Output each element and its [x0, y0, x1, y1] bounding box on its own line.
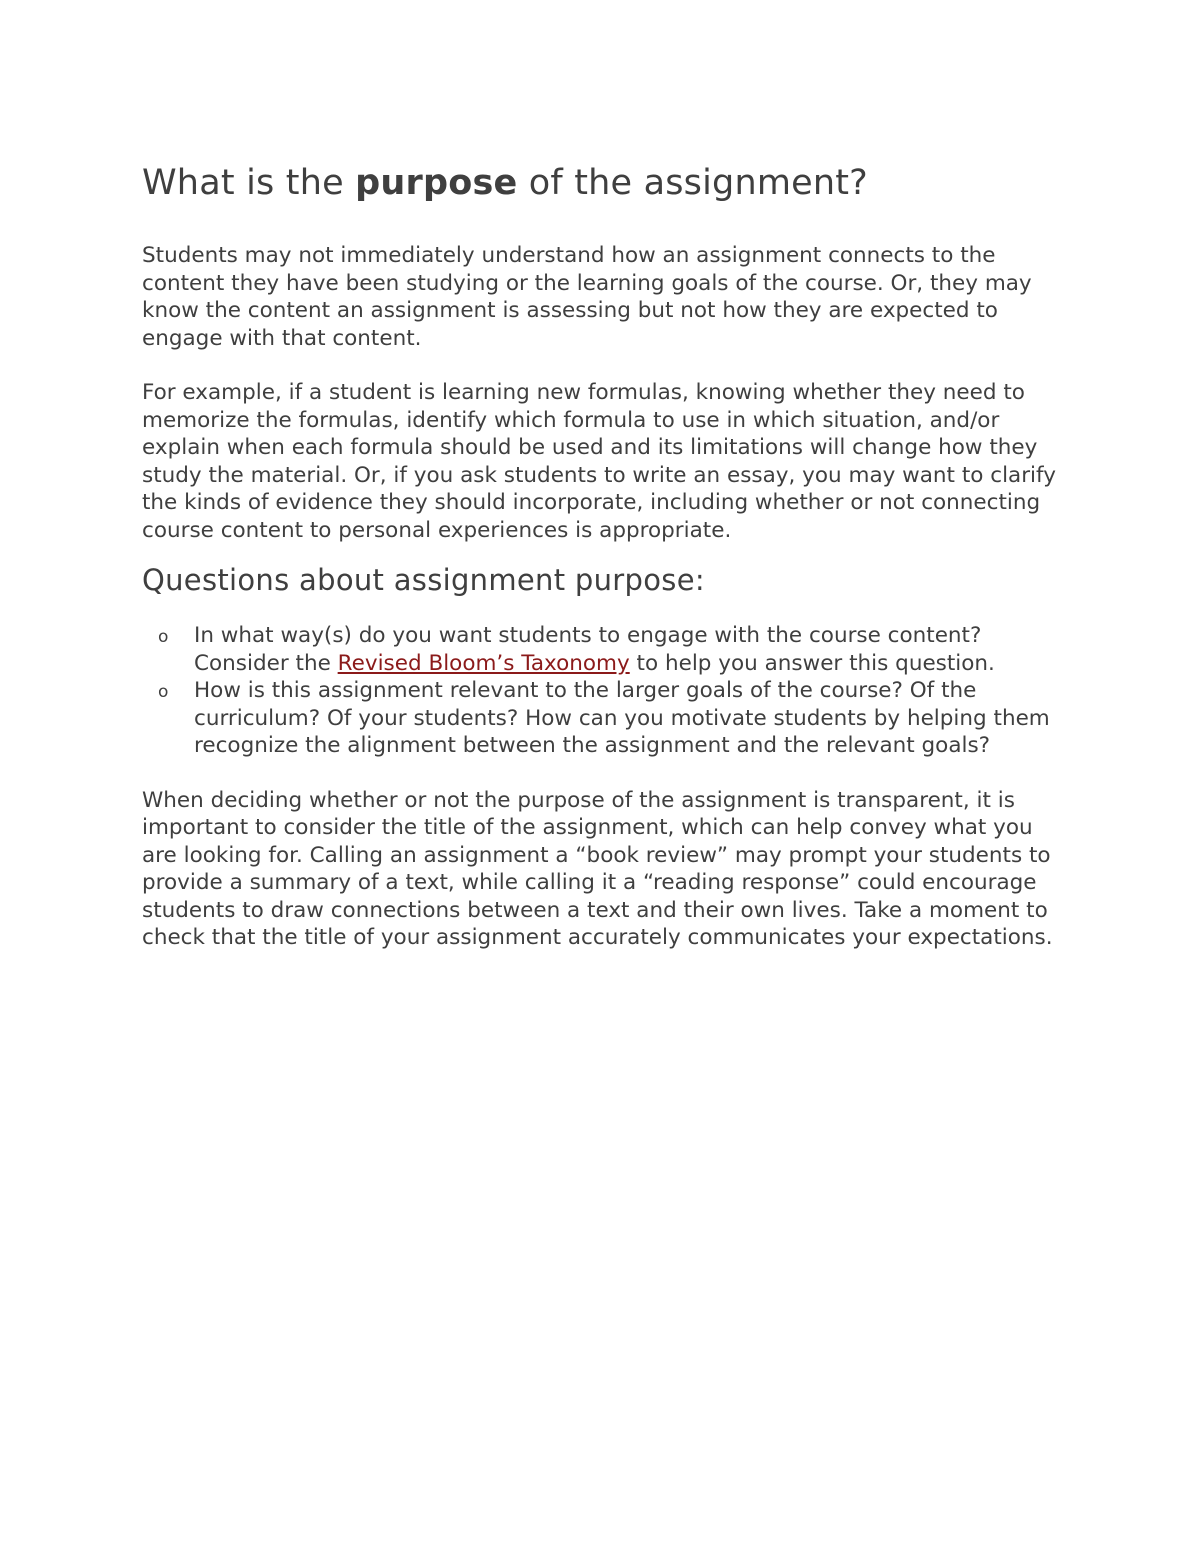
title-text-start: What is the: [142, 163, 356, 203]
list-item: [142, 677, 1062, 760]
question-1-text-start: In what way(s) do you want students to engage with the course content? Consider the: [194, 623, 982, 676]
question-2-text: How is this assignment relevant to the larger goals of the course? Of the curriculum? Of your students? How can you motivate students by helping them recognize the alignment between the assignment and the relevant goals?: [194, 678, 1050, 758]
list-item: [142, 622, 1062, 677]
bullet-icon: o: [158, 627, 169, 647]
page-title: [142, 160, 1062, 206]
example-paragraph: For example, if a student is learning new formulas, knowing whether they need to memorize the formulas, identify which formula to use in which situation, and/or explain when each formula should be used and its limitations will change how they study the material. Or, if you ask students to write an essay, you may want to clarify the kinds of evidence they should incorporate, including whether or not connecting course content to personal experiences is appropriate.: [142, 380, 1056, 543]
title-text-end: of the assignment?: [517, 163, 868, 203]
bullet-icon: o: [158, 682, 169, 702]
blooms-taxonomy-link[interactable]: Revised Bloom’s Taxonomy: [337, 650, 630, 676]
closing-paragraph: When deciding whether or not the purpose of the assignment is transparent, it is important to consider the title of the assignment, which can help convey what you are looking for. Calling an assignment a “book review” may prompt your students to provide a summary of a text, while calling it a “reading response” could encourage students to draw connections between a text and their own lives. Take a moment to check that the title of your assignment accurately communicates your expectations.: [142, 787, 1053, 950]
question-1-text-end: to help you answer this question.: [629, 650, 995, 676]
document-page: [142, 160, 1062, 952]
intro-paragraph: Students may not immediately understand how an assignment connects to the content they have been studying or the learning goals of the course. Or, they may know the content an assignment is assessing but not how they are expected to engage with that content.: [142, 243, 1032, 351]
questions-heading: Questions about assignment purpose:: [142, 563, 705, 597]
questions-list: [142, 622, 1062, 760]
title-bold-word: purpose: [355, 163, 518, 203]
